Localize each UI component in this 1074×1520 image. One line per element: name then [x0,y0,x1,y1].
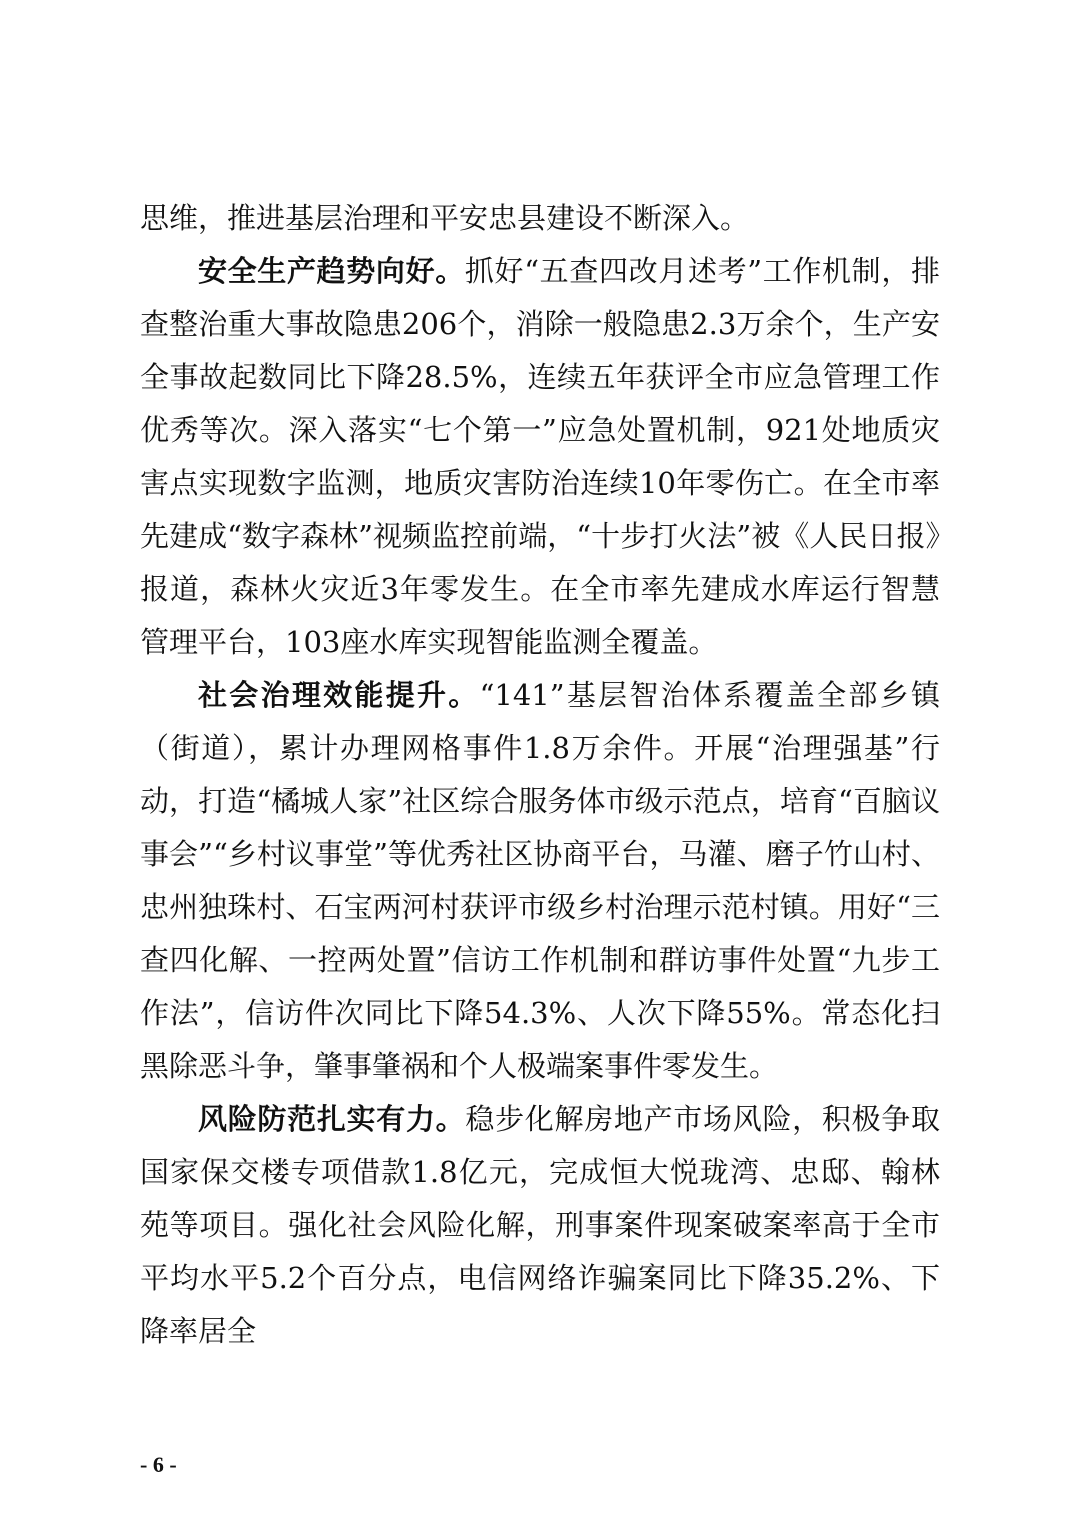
paragraph-text: 稳步化解房地产市场风险，积极争取国家保交楼专项借款1.8亿元，完成恒大悦珑湾、忠邸、翰林苑等项目。强化社会风险化解，刑事案件现案破案率高于全市平均水平5.2个百分点，电信网络诈骗案同比下降35.2%、下降率居全 [140,1102,940,1348]
paragraph-continuation [140,192,940,245]
paragraph-text: “141”基层智治体系覆盖全部乡镇（街道），累计办理网格事件1.8万余件。开展“治理强基”行动，打造“橘城人家”社区综合服务体市级示范点，培育“百脑议事会”“乡村议事堂”等优秀社区协商平台，马灌、磨子竹山村、忠州独珠村、石宝两河村获评市级乡村治理示范村镇。用好“三查四化解、一控两处置”信访工作机制和群访事件处置“九步工作法”，信访件次同比下降54.3%、人次下降55%。常态化扫黑除恶斗争，肇事肇祸和个人极端案事件零发生。 [140,678,940,1083]
paragraph-text: 思维，推进基层治理和平安忠县建设不断深入。 [140,201,750,235]
paragraph-safety-production [140,245,940,669]
paragraph-lead: 安全生产趋势向好。 [198,254,465,288]
paragraph-text: 抓好“五查四改月述考”工作机制，排查整治重大事故隐患206个，消除一般隐患2.3万余个，生产安全事故起数同比下降28.5%，连续五年获评全市应急管理工作优秀等次。深入落实“七个第一”应急处置机制，921处地质灾害点实现数字监测，地质灾害防治连续10年零伤亡。在全市率先建成“数字森林”视频监控前端，“十步打火法”被《人民日报》报道，森林火灾近3年零发生。在全市率先建成水库运行智慧管理平台，103座水库实现智能监测全覆盖。 [140,254,940,659]
paragraph-lead: 社会治理效能提升。 [198,678,480,712]
paragraph-risk-prevention [140,1093,940,1358]
page-number: - 6 - [140,1452,177,1477]
paragraph-social-governance [140,669,940,1093]
paragraph-lead: 风险防范扎实有力。 [198,1102,466,1136]
body-text [140,192,940,1358]
